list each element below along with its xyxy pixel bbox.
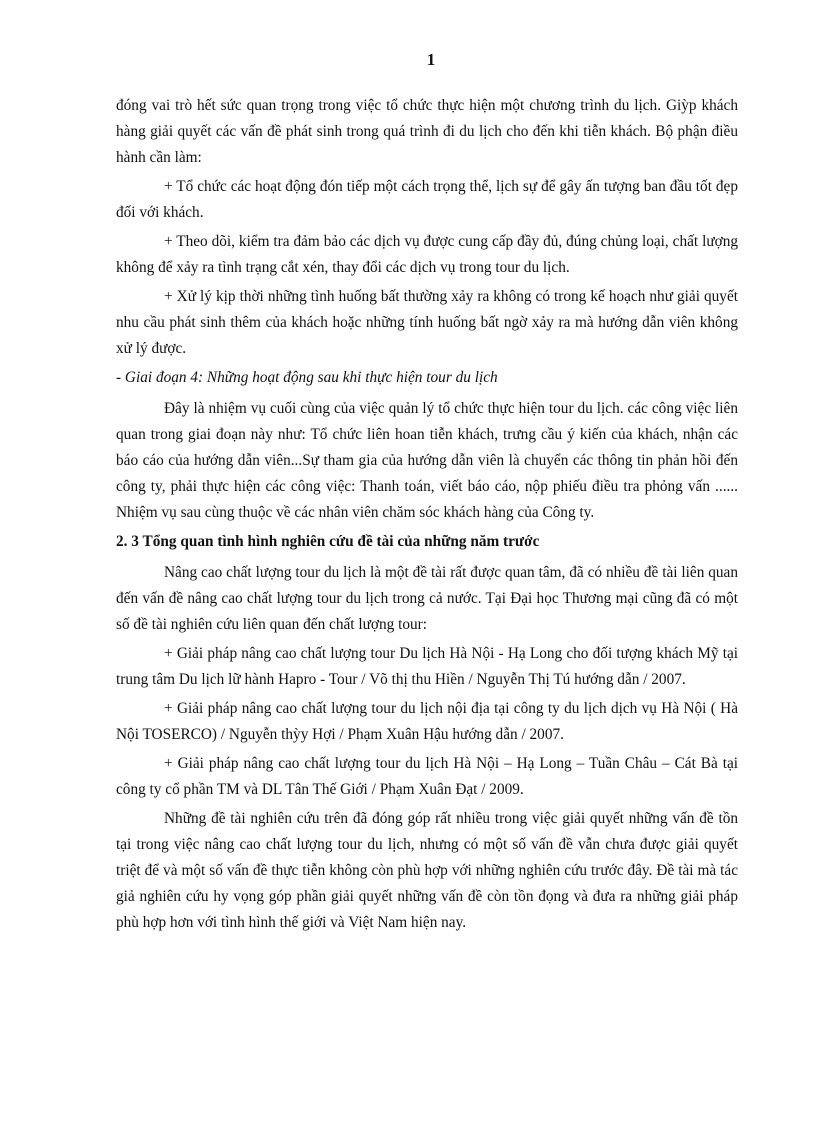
bullet-research-1: + Giải pháp nâng cao chất lượng tour Du lịch Hà Nội - Hạ Long cho đối tượng khách Mỹ tại trung tâm Du lịch lữ hành Hapro - Tour / Võ thị thu Hiền / Nguyễn Thị Tú hướng dẫn / 2007.	[116, 645, 738, 688]
section-heading-2-3: 2. 3 Tổng quan tình hình nghiên cứu đề tài của những năm trước	[116, 533, 540, 550]
bullet-handle-situations: + Xử lý kịp thời những tình huống bất thường xảy ra không có trong kế hoạch như giải quyết nhu cầu phát sinh thêm của khách hoặc những tính huống bất ngờ xảy ra mà hướng dẫn viên không xử lý được.	[116, 288, 738, 357]
bullet-research-2: + Giải pháp nâng cao chất lượng tour du lịch nội địa tại công ty du lịch dịch vụ Hà Nội ( Hà Nội TOSERCO) / Nguyễn thỳy Hợi / Phạm Xuân Hậu hướng dẫn / 2007.	[116, 700, 738, 743]
bullet-welcome-guests: + Tổ chức các hoạt động đón tiếp một cách trọng thể, lịch sự để gây ấn tượng ban đầu tốt đẹp đối với khách.	[116, 178, 738, 221]
paragraph-research-summary: Những đề tài nghiên cứu trên đã đóng góp rất nhiều trong việc giải quyết những vấn đề tồn tại trong việc nâng cao chất lượng tour du lịch, nhưng có một số vấn đề vẫn chưa được giải quyết triệt để và một số vấn đề thực tiễn không còn phù hợp với những nghiên cứu trước đây. Đề tài mà tác giả nghiên cứu hy vọng góp phần giải quyết những vấn đề còn tồn đọng và đưa ra những giải pháp phù hợp hơn với tình hình thế giới và Việt Nam hiện nay.	[116, 810, 738, 931]
paragraph-post-tour-activities: Đây là nhiệm vụ cuối cùng của việc quản lý tổ chức thực hiện tour du lịch. các công việc liên quan trong giai đoạn này như: Tổ chức liên hoan tiễn khách, trưng cầu ý kiến của khách, nhận các báo cáo của hướng dẫn viên...Sự tham gia của hướng dẫn viên là chuyển các thông tin phản hồi đến công ty, phải thực hiện các công việc: Thanh toán, viết báo cáo, nộp phiếu điều tra phỏng vấn ...... Nhiệm vụ sau cùng thuộc về các nhân viên chăm sóc khách hàng của Công ty.	[116, 400, 738, 521]
paragraph-operations-role: đóng vai trò hết sức quan trọng trong việc tổ chức thực hiện một chương trình du lịch. Giỳp khách hàng giải quyết các vấn đề phát sinh trong quá trình đi du lịch cho đến khi tiễn khách. Bộ phận điều hành cần làm:	[116, 97, 738, 166]
paragraph-research-overview: Nâng cao chất lượng tour du lịch là một đề tài rất được quan tâm, đã có nhiều đề tài liên quan đến vấn đề nâng cao chất lượng tour du lịch trong cả nước. Tại Đại học Thương mại cũng đã có một số đề tài nghiên cứu liên quan đến chất lượng tour:	[116, 564, 738, 633]
bullet-research-3: + Giải pháp nâng cao chất lượng tour du lịch Hà Nội – Hạ Long – Tuần Châu – Cát Bà tại công ty cổ phần TM và DL Tân Thế Giới / Phạm Xuân Đạt / 2009.	[116, 755, 738, 798]
page-number: 1	[426, 50, 436, 69]
stage-4-heading: - Giai đoạn 4: Những hoạt động sau khi thực hiện tour du lịch	[116, 369, 498, 386]
document-body	[116, 93, 738, 939]
bullet-monitor-services: + Theo dõi, kiểm tra đảm bảo các dịch vụ được cung cấp đầy đủ, đúng chủng loại, chất lượng không để xảy ra tình trạng cắt xén, thay đổi các dịch vụ trong tour du lịch.	[116, 233, 738, 276]
